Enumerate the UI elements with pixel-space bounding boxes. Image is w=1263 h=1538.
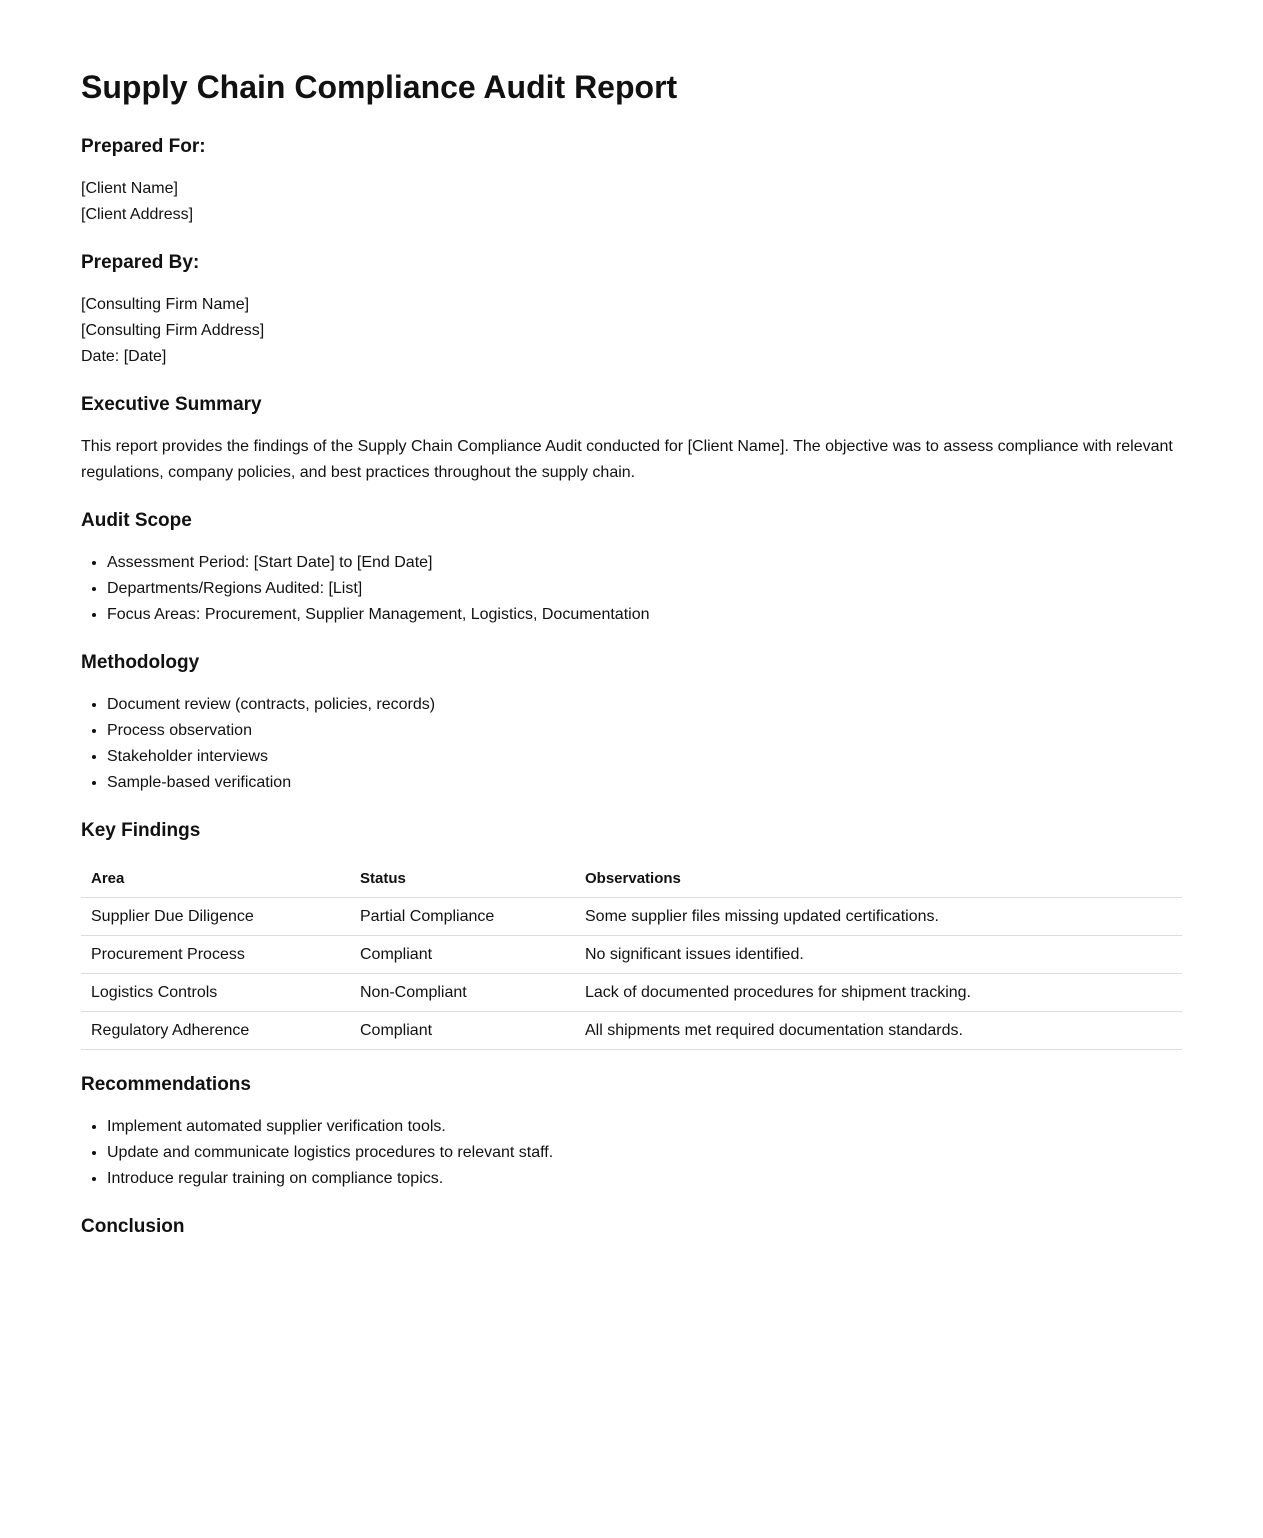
cell-status: Compliant bbox=[350, 936, 575, 974]
column-header-observations: Observations bbox=[575, 860, 1182, 898]
key-findings-section bbox=[81, 818, 1182, 1050]
recommendations-heading: Recommendations bbox=[81, 1074, 251, 1095]
executive-summary-text: This report provides the findings of the Supply Chain Compliance Audit conducted for [Client Name]. The objective was to assess compliance with relevant regulations, company policies, and best practices throughout the supply chain. bbox=[81, 438, 1173, 481]
list-item: • Focus Areas: Procurement, Supplier Management, Logistics, Documentation bbox=[107, 602, 1182, 628]
cell-observations: Lack of documented procedures for shipment tracking. bbox=[575, 974, 1182, 1012]
prepared-for-heading: Prepared For: bbox=[81, 136, 206, 157]
methodology-list bbox=[81, 692, 1182, 796]
prepared-by-heading: Prepared By: bbox=[81, 252, 200, 273]
key-findings-heading: Key Findings bbox=[81, 820, 201, 841]
list-item: • Update and communicate logistics procedures to relevant staff. bbox=[107, 1140, 1182, 1166]
column-header-status: Status bbox=[350, 860, 575, 898]
key-findings-table bbox=[81, 860, 1182, 1050]
table-row bbox=[81, 974, 1182, 1012]
methodology-heading: Methodology bbox=[81, 652, 200, 673]
table-row bbox=[81, 936, 1182, 974]
cell-area: Logistics Controls bbox=[81, 974, 350, 1012]
prepared-for-section bbox=[81, 134, 1182, 228]
list-item: • Sample-based verification bbox=[107, 770, 1182, 796]
table-row bbox=[81, 898, 1182, 936]
report-document bbox=[81, 0, 1182, 1240]
cell-status: Compliant bbox=[350, 1012, 575, 1050]
cell-observations: All shipments met required documentation standards. bbox=[575, 1012, 1182, 1050]
list-item: • Introduce regular training on compliance topics. bbox=[107, 1166, 1182, 1192]
audit-scope-heading: Audit Scope bbox=[81, 510, 192, 531]
list-item: • Document review (contracts, policies, records) bbox=[107, 692, 1182, 718]
conclusion-heading: Conclusion bbox=[81, 1216, 185, 1237]
methodology-section bbox=[81, 650, 1182, 796]
list-item: • Stakeholder interviews bbox=[107, 744, 1182, 770]
cell-observations: No significant issues identified. bbox=[575, 936, 1182, 974]
table-row bbox=[81, 1012, 1182, 1050]
cell-area: Supplier Due Diligence bbox=[81, 898, 350, 936]
table-header-row bbox=[81, 860, 1182, 898]
cell-observations: Some supplier files missing updated certifications. bbox=[575, 898, 1182, 936]
list-item: • Assessment Period: [Start Date] to [End Date] bbox=[107, 550, 1182, 576]
client-address: [Client Address] bbox=[81, 206, 194, 223]
prepared-by-section bbox=[81, 250, 1182, 370]
client-name: [Client Name] bbox=[81, 180, 178, 197]
conclusion-section bbox=[81, 1214, 1182, 1240]
audit-scope-section bbox=[81, 508, 1182, 628]
cell-status: Partial Compliance bbox=[350, 898, 575, 936]
firm-address: [Consulting Firm Address] bbox=[81, 322, 265, 339]
executive-summary-heading: Executive Summary bbox=[81, 394, 262, 415]
audit-scope-list bbox=[81, 550, 1182, 628]
list-item: • Departments/Regions Audited: [List] bbox=[107, 576, 1182, 602]
cell-status: Non-Compliant bbox=[350, 974, 575, 1012]
report-date: Date: [Date] bbox=[81, 348, 167, 365]
executive-summary-section bbox=[81, 392, 1182, 486]
recommendations-section bbox=[81, 1072, 1182, 1192]
list-item: • Implement automated supplier verification tools. bbox=[107, 1114, 1182, 1140]
page-title: Supply Chain Compliance Audit Report bbox=[81, 69, 678, 105]
recommendations-list bbox=[81, 1114, 1182, 1192]
firm-name: [Consulting Firm Name] bbox=[81, 296, 250, 313]
cell-area: Procurement Process bbox=[81, 936, 350, 974]
column-header-area: Area bbox=[81, 860, 350, 898]
cell-area: Regulatory Adherence bbox=[81, 1012, 350, 1050]
list-item: • Process observation bbox=[107, 718, 1182, 744]
